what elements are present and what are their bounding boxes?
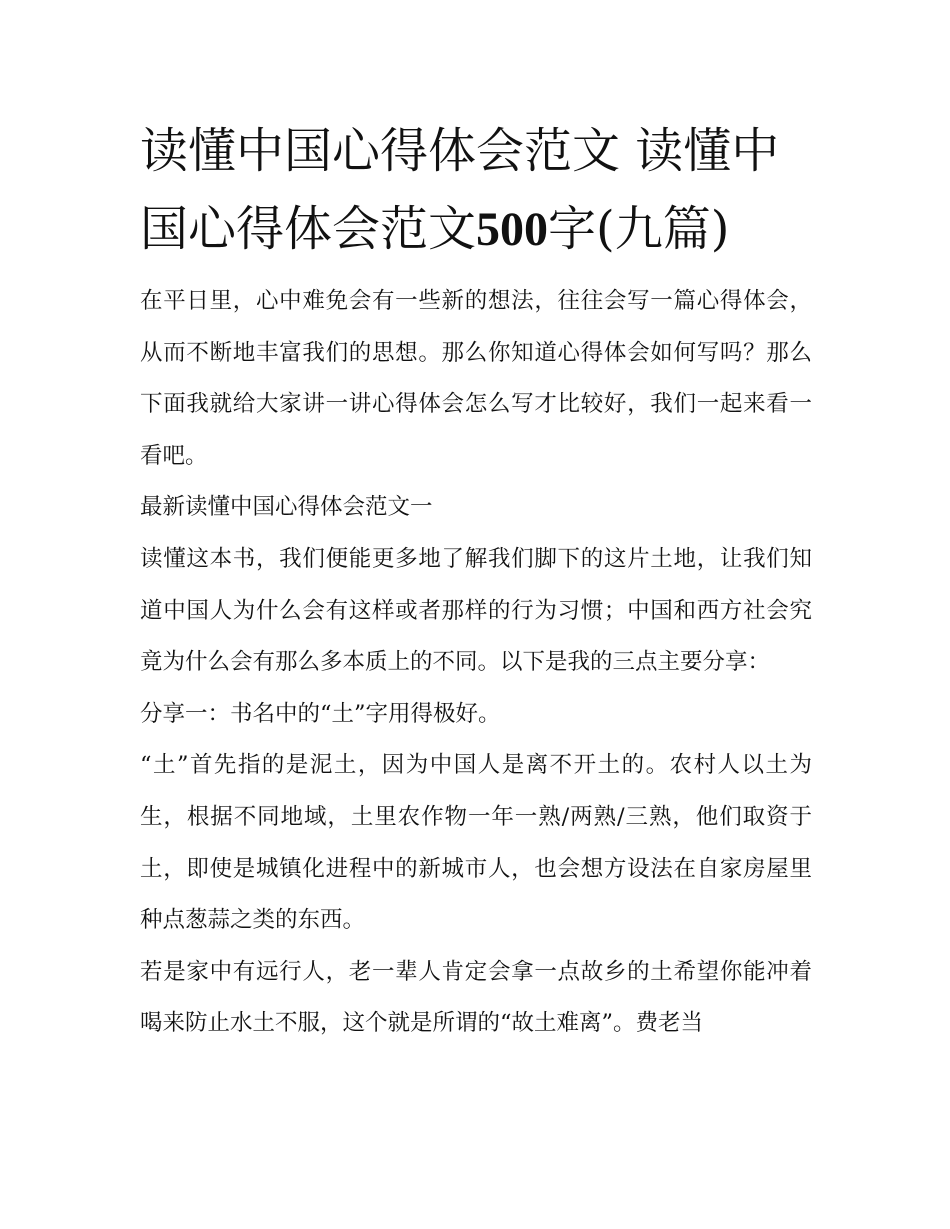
- paragraph-intro: 在平日里，心中难免会有一些新的想法，往往会写一篇心得体会，从而不断地丰富我们的思想。那么你知道心得体会如何写吗？那么下面我就给大家讲一讲心得体会怎么写才比较好，我们一起来看一看吧。: [140, 288, 812, 469]
- document-title: [140, 112, 820, 269]
- paragraph: “土”首先指的是泥土，因为中国人是离不开土的。农村人以土为生，根据不同地域，土里农作物一年一熟/两熟/三熟，他们取资于土，即使是城镇化进程中的新城市人，也会想方设法在自家房屋里种点葱蒜之类的东西。: [140, 752, 812, 934]
- paragraph: 分享一：书名中的“土”字用得极好。: [140, 700, 501, 727]
- section-heading: 最新读懂中国心得体会范文一: [140, 494, 433, 521]
- document-body: [140, 276, 812, 1050]
- paragraph: 若是家中有远行人，老一辈人肯定会拿一点故乡的土希望你能冲着喝来防止水土不服，这个就是所谓的“故土难离”。费老当: [140, 958, 812, 1037]
- title-text-part2: 字(九篇): [548, 201, 730, 257]
- title-number: 500: [476, 203, 549, 256]
- paragraph: 读懂这本书，我们便能更多地了解我们脚下的这片土地，让我们知道中国人为什么会有这样或者那样的行为习惯；中国和西方社会究竟为什么会有那么多本质上的不同。以下是我的三点主要分享：: [140, 545, 812, 676]
- title-text-part1: 读懂中国心得体会范文 读懂中国心得体会范文: [140, 123, 780, 257]
